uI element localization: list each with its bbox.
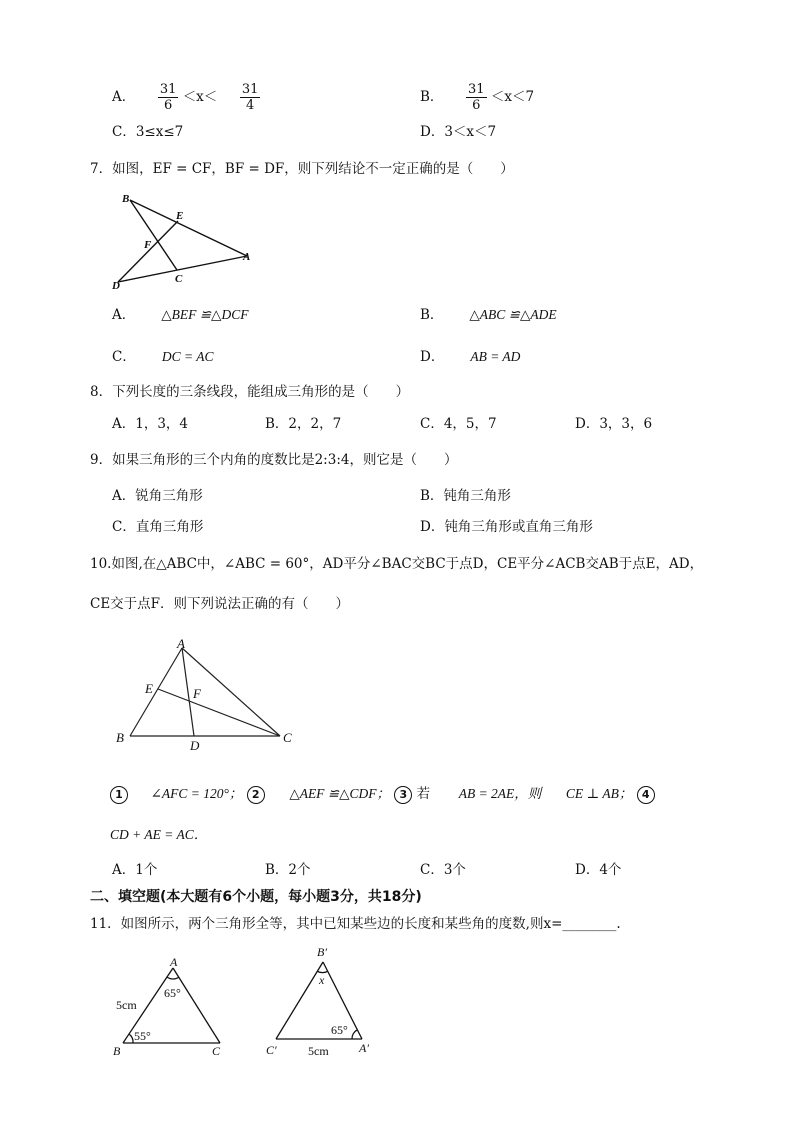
- q7-option-b-text: △ABC ≌△ADE: [469, 307, 557, 322]
- q8-option-c: C．4，5，7: [420, 416, 497, 432]
- q11-f2-angle-x: x: [319, 973, 325, 987]
- q6-option-b: [420, 83, 534, 112]
- q10-figure: [112, 636, 302, 756]
- q7-option-b: [420, 308, 557, 323]
- q11-f2-label-b: B′: [317, 945, 327, 959]
- q10-stem-line1: 10.如图,在△ABC中，∠ABC = 60°，AD平分∠BAC交BC于点D，CE平分∠ACB交AB于点E，AD，: [90, 556, 704, 572]
- q10-option-b: B．2个: [265, 862, 311, 878]
- q6-option-b-label: B．: [420, 89, 444, 105]
- q6-a-inequality: ＜x＜: [182, 89, 218, 105]
- q10-statement-2: △AEF ≌△CDF；: [289, 786, 391, 801]
- q11-figure-2: [262, 940, 388, 1062]
- q11-f1-label-c: C: [212, 1044, 221, 1058]
- q10-statement-4-text: CD + AE = AC．: [110, 827, 208, 842]
- q10-mark-1: 1: [110, 786, 128, 804]
- q10-mark-2: 2: [247, 786, 265, 804]
- q10-option-a: A．1个: [112, 862, 158, 878]
- q7-option-a-text: △BEF ≌△DCF: [161, 307, 249, 322]
- q10-mark-4: 4: [637, 786, 655, 804]
- q10-statement-3a: 若: [416, 786, 431, 802]
- q10-mark-3: 3: [394, 786, 412, 804]
- q7-option-c: [112, 350, 213, 365]
- q10-stem-line2: CE交于点F．则下列说法正确的有（ ）: [90, 596, 350, 612]
- q7-option-d-text: AB = AD: [470, 349, 521, 364]
- q8-stem: 8．下列长度的三条线段，能组成三角形的是（ ）: [90, 384, 410, 400]
- q10-line-ab: [130, 648, 182, 736]
- q11-f1-label-b: B: [113, 1044, 121, 1058]
- q10-statement-1: ∠AFC = 120°；: [150, 786, 243, 801]
- q11-stem: 11．如图所示，两个三角形全等，其中已知某些边的长度和某些角的度数,则x=________.: [90, 916, 621, 932]
- q7-label-a: A: [243, 251, 251, 263]
- q7-option-d: [420, 350, 520, 365]
- q7-label-b: B: [122, 193, 130, 205]
- q8-option-a: A．1，3，4: [112, 416, 189, 432]
- q6-option-a: [112, 83, 260, 112]
- q11-f1-label-a: A: [170, 955, 178, 969]
- q10-label-c: C: [283, 730, 292, 745]
- q11-f1-angle-b: 55°: [134, 1029, 151, 1043]
- q9-option-d: D．钝角三角形或直角三角形: [420, 519, 593, 535]
- q10-label-f: F: [193, 686, 201, 701]
- q10-statement-3c: CE ⊥ AB；: [565, 786, 633, 801]
- q11-f2-side-label: 5cm: [308, 1044, 329, 1058]
- q11-f1-angle-b-arc: [129, 1034, 133, 1043]
- q7-stem: 7．如图，EF = CF，BF = DF，则下列结论不一定正确的是（ ）: [90, 161, 514, 177]
- q6-b-inequality: ＜x＜7: [490, 89, 535, 105]
- q6-a-fraction-1: $\frac{31}{6}$: [159, 82, 177, 113]
- q11-f2-label-c: C′: [266, 1043, 277, 1057]
- section-fill-in-title: 二、填空题(本大题有6个小题，每小题3分，共18分): [90, 889, 422, 905]
- q9-stem: 9．如果三角形的三个内角的度数比是2:3:4，则它是（ ）: [90, 452, 458, 468]
- q11-f1-side-ac: [173, 968, 220, 1043]
- q8-option-b: B．2，2，7: [265, 416, 342, 432]
- q10-statement-4: [110, 828, 207, 843]
- q9-option-b: B．钝角三角形: [420, 488, 511, 504]
- q11-f1-angle-a: 65°: [164, 986, 181, 1000]
- q10-option-d: D．4个: [575, 862, 622, 878]
- q6-option-a-label: A．: [112, 89, 136, 105]
- q7-line-da: [118, 256, 247, 282]
- q7-option-c-label: C．: [112, 349, 136, 365]
- q6-option-d: D．3＜x＜7: [420, 124, 497, 140]
- q7-option-a: [112, 308, 248, 323]
- q7-line-de: [118, 221, 178, 282]
- q10-statement-3b: AB = 2AE，则: [458, 786, 542, 801]
- q11-f1-angle-a-arc: [167, 977, 179, 979]
- q11-f1-side-label: 5cm: [116, 998, 137, 1012]
- q11-f2-angle-a-arc: [352, 1030, 357, 1039]
- q11-f2-angle-a: 65°: [331, 1023, 348, 1037]
- q7-label-e: E: [176, 210, 184, 222]
- q10-label-b: B: [116, 730, 124, 745]
- q10-option-c: C．3个: [420, 862, 466, 878]
- q8-option-d: D．3，3，6: [575, 416, 653, 432]
- q7-option-c-text: DC = AC: [161, 349, 214, 364]
- q11-f2-side-bc: [276, 962, 323, 1039]
- q9-option-c: C．直角三角形: [112, 519, 204, 535]
- q7-option-b-label: B．: [420, 307, 444, 323]
- q7-option-a-label: A．: [112, 307, 136, 323]
- q6-option-c: C．3≤x≤7: [112, 124, 184, 140]
- q10-label-e: E: [145, 681, 153, 696]
- q7-label-c: C: [175, 273, 183, 285]
- q7-label-d: D: [112, 280, 120, 292]
- q11-figure-1: [108, 952, 232, 1060]
- q7-figure: [106, 190, 266, 294]
- q6-b-fraction: $\frac{31}{6}$: [468, 82, 485, 113]
- q10-statements-line1: [110, 786, 655, 804]
- q7-option-d-label: D．: [420, 349, 445, 365]
- q10-label-a: A: [177, 636, 185, 651]
- q11-f2-label-a: A′: [359, 1041, 369, 1055]
- q6-a-fraction-2: $\frac{31}{4}$: [241, 82, 259, 113]
- q10-line-ce: [158, 689, 280, 736]
- q7-label-f: F: [144, 239, 152, 251]
- q10-label-d: D: [190, 738, 200, 753]
- q9-option-a: A．锐角三角形: [112, 488, 203, 504]
